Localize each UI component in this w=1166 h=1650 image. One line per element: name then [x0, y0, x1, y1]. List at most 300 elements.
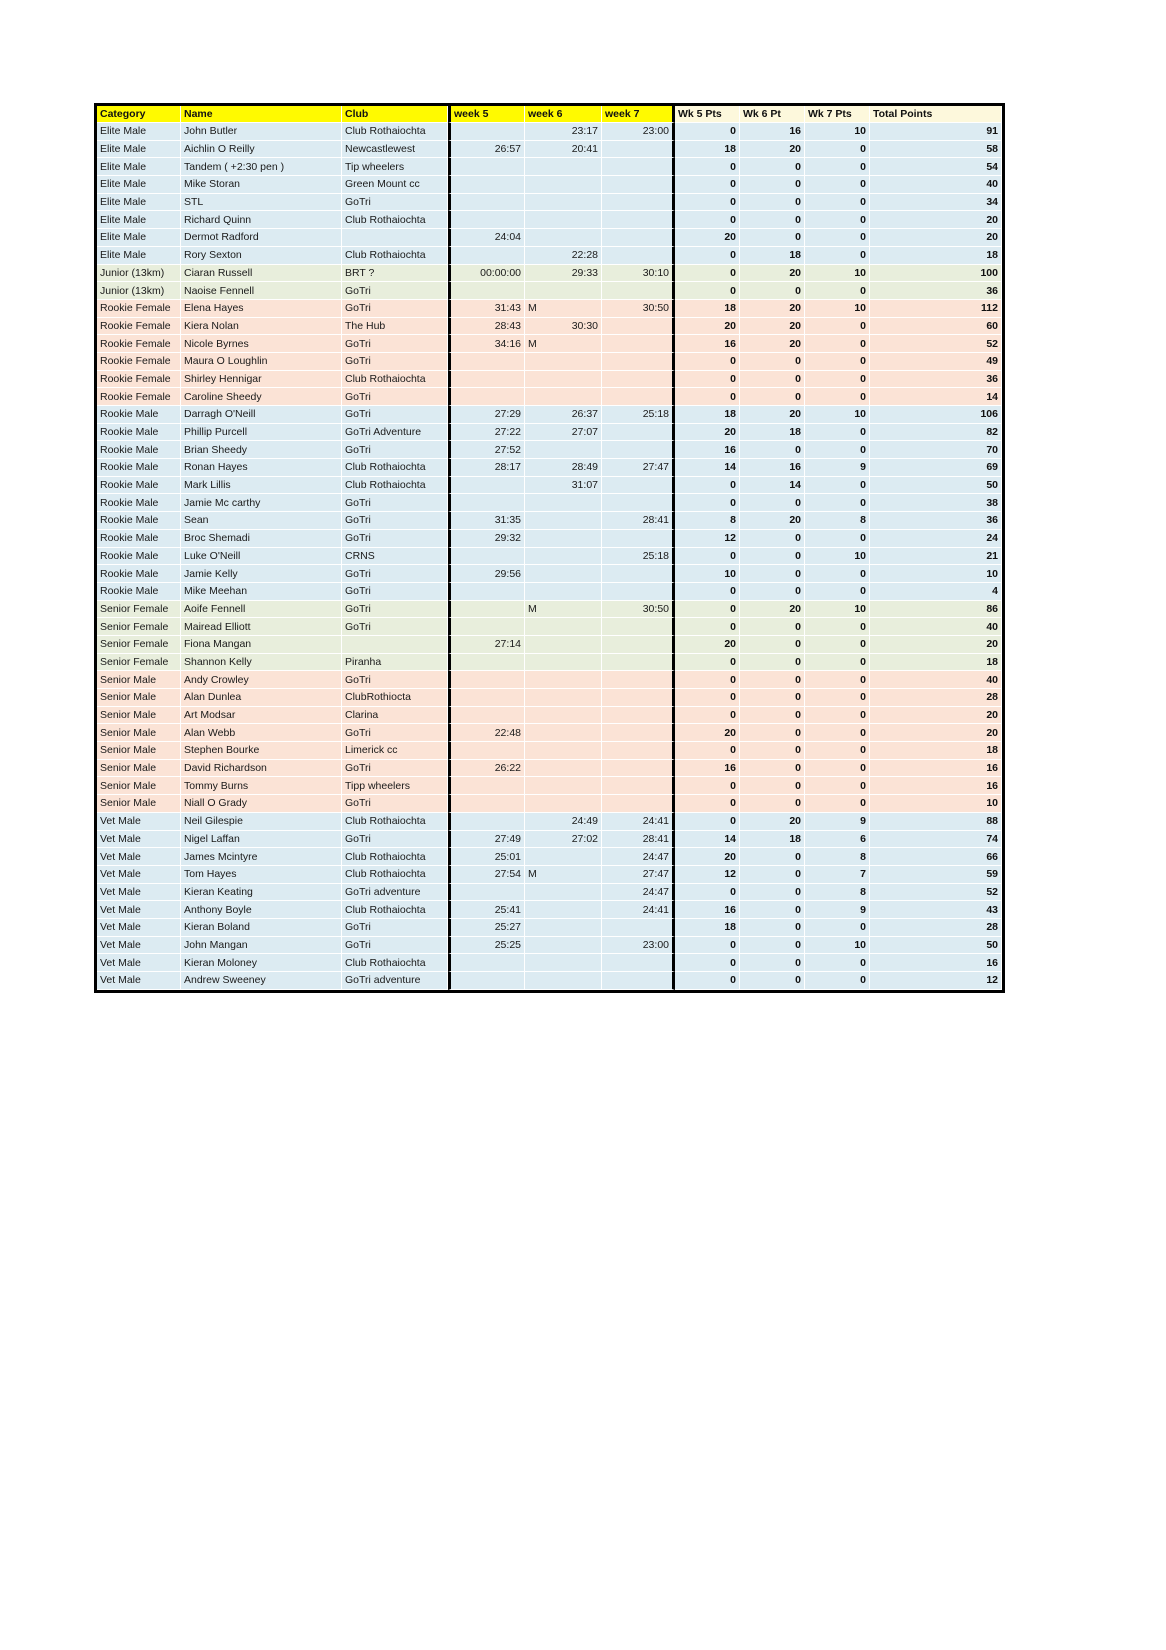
cell-wk5-pts: 0 [675, 618, 740, 636]
cell-club: GoTri [342, 937, 448, 955]
cell-week-6 [525, 937, 602, 955]
cell-wk7-pts: 10 [805, 265, 870, 283]
cell-week-7 [602, 194, 675, 212]
cell-wk7-pts: 9 [805, 459, 870, 477]
cell-total-points: 54 [870, 158, 1002, 176]
cell-week-5 [448, 689, 525, 707]
cell-week-6 [525, 194, 602, 212]
cell-week-6 [525, 335, 602, 353]
cell-total-points: 24 [870, 530, 1002, 548]
cell-total-points: 18 [870, 247, 1002, 265]
table-row [97, 424, 1002, 442]
cell-total-points: 106 [870, 406, 1002, 424]
cell-wk6-pts: 18 [740, 424, 805, 442]
cell-week-6 [525, 494, 602, 512]
cell-total-points: 20 [870, 724, 1002, 742]
cell-name: Tom Hayes [181, 866, 342, 884]
cell-week-6 [525, 300, 602, 318]
week-5-time: 34:16 [494, 337, 521, 350]
cell-name: Kiera Nolan [181, 318, 342, 336]
cell-wk6-pts: 20 [740, 141, 805, 159]
cell-week-7 [602, 371, 675, 389]
cell-week-7: 28:41 [602, 512, 675, 530]
week-5-time: 27:52 [494, 443, 521, 456]
cell-wk6-pts: 0 [740, 194, 805, 212]
table-row [97, 194, 1002, 212]
cell-week-5 [448, 548, 525, 566]
week-5-time: 25:25 [494, 938, 521, 951]
cell-week-6 [525, 530, 602, 548]
cell-wk5-pts: 18 [675, 300, 740, 318]
cell-week-5 [448, 724, 525, 742]
cell-wk6-pts: 0 [740, 937, 805, 955]
cell-name: Darragh O'Neill [181, 406, 342, 424]
cell-name: Nigel Laffan [181, 831, 342, 849]
results-sheet [94, 103, 1005, 993]
cell-week-7 [602, 954, 675, 972]
cell-week-5 [448, 831, 525, 849]
cell-week-5 [448, 565, 525, 583]
cell-week-7: 25:18 [602, 406, 675, 424]
cell-name: Caroline Sheedy [181, 388, 342, 406]
cell-wk5-pts: 20 [675, 636, 740, 654]
results-table [97, 106, 1002, 990]
cell-week-7 [602, 707, 675, 725]
cell-total-points: 34 [870, 194, 1002, 212]
cell-club: GoTri [342, 353, 448, 371]
cell-category: Elite Male [97, 229, 181, 247]
week-5-time: 24:04 [494, 231, 521, 244]
cell-wk6-pts: 0 [740, 282, 805, 300]
table-row [97, 459, 1002, 477]
cell-wk7-pts: 10 [805, 300, 870, 318]
cell-club: GoTri [342, 530, 448, 548]
week-5-time: 28:43 [494, 319, 521, 332]
cell-wk7-pts: 0 [805, 919, 870, 937]
cell-week-6 [525, 123, 602, 141]
cell-name: Elena Hayes [181, 300, 342, 318]
cell-name: Stephen Bourke [181, 742, 342, 760]
week-5-time: 26:57 [494, 143, 521, 156]
cell-wk5-pts: 20 [675, 724, 740, 742]
cell-category: Senior Female [97, 654, 181, 672]
cell-name: Aoife Fennell [181, 601, 342, 619]
cell-category: Vet Male [97, 937, 181, 955]
cell-name: Maura O Loughlin [181, 353, 342, 371]
cell-wk7-pts: 0 [805, 707, 870, 725]
cell-week-5 [448, 141, 525, 159]
cell-wk6-pts: 20 [740, 813, 805, 831]
table-row [97, 318, 1002, 336]
cell-week-6 [525, 777, 602, 795]
cell-name: Brian Sheedy [181, 441, 342, 459]
cell-category: Rookie Female [97, 300, 181, 318]
cell-wk7-pts: 0 [805, 335, 870, 353]
table-row [97, 671, 1002, 689]
cell-wk7-pts: 0 [805, 424, 870, 442]
cell-week-5 [448, 211, 525, 229]
cell-wk5-pts: 18 [675, 141, 740, 159]
cell-week-5 [448, 654, 525, 672]
cell-club: GoTri Adventure [342, 424, 448, 442]
cell-wk7-pts: 9 [805, 813, 870, 831]
week-5-time: 27:14 [494, 638, 521, 651]
cell-category: Vet Male [97, 954, 181, 972]
cell-club: Tip wheelers [342, 158, 448, 176]
cell-club: The Hub [342, 318, 448, 336]
cell-category: Rookie Male [97, 583, 181, 601]
cell-week-5 [448, 671, 525, 689]
cell-wk7-pts: 0 [805, 671, 870, 689]
cell-week-6 [525, 707, 602, 725]
cell-week-5 [448, 742, 525, 760]
cell-total-points: 40 [870, 671, 1002, 689]
cell-wk7-pts: 0 [805, 724, 870, 742]
cell-name: Anthony Boyle [181, 901, 342, 919]
week-5-time: 26:22 [494, 762, 521, 775]
week-5-time: 27:29 [494, 408, 521, 421]
cell-name: Fiona Mangan [181, 636, 342, 654]
cell-wk6-pts: 0 [740, 954, 805, 972]
cell-wk7-pts: 0 [805, 194, 870, 212]
cell-total-points: 74 [870, 831, 1002, 849]
cell-week-7 [602, 211, 675, 229]
cell-week-7 [602, 972, 675, 990]
cell-week-7 [602, 282, 675, 300]
cell-wk7-pts: 0 [805, 176, 870, 194]
cell-week-7 [602, 636, 675, 654]
cell-wk7-pts: 0 [805, 795, 870, 813]
week-5-marker: M [528, 868, 537, 881]
cell-week-5 [448, 477, 525, 495]
cell-wk6-pts: 0 [740, 742, 805, 760]
cell-week-5 [448, 937, 525, 955]
cell-club: GoTri [342, 795, 448, 813]
table-row [97, 494, 1002, 512]
cell-wk7-pts: 0 [805, 282, 870, 300]
table-row [97, 282, 1002, 300]
cell-wk6-pts: 20 [740, 300, 805, 318]
cell-week-6 [525, 265, 602, 283]
table-row [97, 141, 1002, 159]
header-week-5: week 5 [448, 106, 525, 123]
header-club: Club [342, 106, 448, 123]
cell-week-7: 30:50 [602, 601, 675, 619]
table-row [97, 565, 1002, 583]
cell-week-5 [448, 512, 525, 530]
cell-name: Tandem ( +2:30 pen ) [181, 158, 342, 176]
cell-name: Phillip Purcell [181, 424, 342, 442]
cell-wk7-pts: 0 [805, 318, 870, 336]
cell-name: Mark Lillis [181, 477, 342, 495]
cell-week-7: 27:47 [602, 459, 675, 477]
week-5-time: 27:49 [494, 832, 521, 845]
table-row [97, 548, 1002, 566]
cell-week-6 [525, 477, 602, 495]
cell-week-7 [602, 176, 675, 194]
cell-week-6 [525, 318, 602, 336]
cell-category: Rookie Male [97, 548, 181, 566]
cell-name: Rory Sexton [181, 247, 342, 265]
cell-wk7-pts: 9 [805, 901, 870, 919]
cell-name: Dermot Radford [181, 229, 342, 247]
cell-total-points: 18 [870, 742, 1002, 760]
table-row [97, 583, 1002, 601]
cell-wk6-pts: 0 [740, 972, 805, 990]
cell-week-7 [602, 654, 675, 672]
header-wk5-pts: Wk 5 Pts [675, 106, 740, 123]
cell-wk6-pts: 0 [740, 353, 805, 371]
week-5-marker: M [528, 602, 537, 615]
cell-week-5 [448, 795, 525, 813]
cell-wk5-pts: 0 [675, 671, 740, 689]
cell-name: Shannon Kelly [181, 654, 342, 672]
cell-wk6-pts: 18 [740, 247, 805, 265]
cell-week-6 [525, 654, 602, 672]
cell-week-7: 28:41 [602, 831, 675, 849]
cell-total-points: 60 [870, 318, 1002, 336]
cell-club: Piranha [342, 654, 448, 672]
table-row [97, 654, 1002, 672]
cell-wk7-pts: 0 [805, 954, 870, 972]
cell-wk6-pts: 14 [740, 477, 805, 495]
cell-week-7 [602, 318, 675, 336]
cell-name: Shirley Hennigar [181, 371, 342, 389]
cell-week-7 [602, 583, 675, 601]
cell-wk6-pts: 0 [740, 654, 805, 672]
cell-total-points: 50 [870, 937, 1002, 955]
cell-wk7-pts: 10 [805, 548, 870, 566]
cell-club: ClubRothiocta [342, 689, 448, 707]
cell-club: GoTri [342, 406, 448, 424]
cell-week-5 [448, 265, 525, 283]
header-row [97, 106, 1002, 123]
cell-wk5-pts: 18 [675, 919, 740, 937]
cell-week-5 [448, 866, 525, 884]
cell-week-7: 24:47 [602, 848, 675, 866]
cell-wk6-pts: 20 [740, 406, 805, 424]
table-row [97, 123, 1002, 141]
week-5-time: 28:17 [494, 461, 521, 474]
week-5-time: 29:32 [494, 532, 521, 545]
cell-week-6 [525, 813, 602, 831]
cell-wk5-pts: 0 [675, 548, 740, 566]
cell-total-points: 21 [870, 548, 1002, 566]
cell-wk5-pts: 0 [675, 494, 740, 512]
cell-wk5-pts: 18 [675, 406, 740, 424]
cell-week-7 [602, 441, 675, 459]
cell-wk5-pts: 0 [675, 371, 740, 389]
cell-name: Andy Crowley [181, 671, 342, 689]
cell-week-7 [602, 158, 675, 176]
cell-wk7-pts: 10 [805, 937, 870, 955]
table-row [97, 742, 1002, 760]
cell-total-points: 88 [870, 813, 1002, 831]
cell-wk5-pts: 0 [675, 689, 740, 707]
cell-name: Mairead Elliott [181, 618, 342, 636]
cell-name: Alan Webb [181, 724, 342, 742]
cell-wk7-pts: 0 [805, 777, 870, 795]
week-5-time: 31:43 [494, 302, 521, 315]
cell-week-5 [448, 123, 525, 141]
table-row [97, 972, 1002, 990]
cell-week-7: 25:18 [602, 548, 675, 566]
table-row [97, 901, 1002, 919]
cell-category: Vet Male [97, 884, 181, 902]
cell-total-points: 43 [870, 901, 1002, 919]
cell-week-6 [525, 795, 602, 813]
cell-week-7 [602, 424, 675, 442]
cell-category: Elite Male [97, 247, 181, 265]
table-row [97, 760, 1002, 778]
cell-club: GoTri adventure [342, 884, 448, 902]
cell-name: Naoise Fennell [181, 282, 342, 300]
table-row [97, 477, 1002, 495]
cell-total-points: 86 [870, 601, 1002, 619]
cell-wk6-pts: 0 [740, 777, 805, 795]
cell-club: GoTri [342, 919, 448, 937]
cell-week-6 [525, 211, 602, 229]
cell-club: Club Rothaiochta [342, 866, 448, 884]
cell-wk5-pts: 0 [675, 654, 740, 672]
cell-name: Art Modsar [181, 707, 342, 725]
cell-week-7 [602, 335, 675, 353]
cell-name: Luke O'Neill [181, 548, 342, 566]
cell-category: Senior Male [97, 742, 181, 760]
cell-week-5 [448, 388, 525, 406]
header-category: Category [97, 106, 181, 123]
cell-week-6 [525, 689, 602, 707]
cell-week-7 [602, 618, 675, 636]
week-6-time: 31:07 [571, 479, 598, 492]
cell-wk7-pts: 0 [805, 158, 870, 176]
cell-week-6 [525, 760, 602, 778]
week-6-time: 30:30 [571, 319, 598, 332]
cell-wk6-pts: 0 [740, 211, 805, 229]
cell-wk5-pts: 16 [675, 441, 740, 459]
cell-week-5 [448, 229, 525, 247]
cell-week-6 [525, 742, 602, 760]
cell-week-6 [525, 724, 602, 742]
cell-wk6-pts: 20 [740, 265, 805, 283]
cell-club: Club Rothaiochta [342, 247, 448, 265]
cell-total-points: 16 [870, 760, 1002, 778]
cell-week-7 [602, 919, 675, 937]
cell-wk7-pts: 0 [805, 565, 870, 583]
cell-category: Elite Male [97, 158, 181, 176]
week-6-time: 23:17 [571, 125, 598, 138]
cell-name: Niall O Grady [181, 795, 342, 813]
cell-total-points: 70 [870, 441, 1002, 459]
cell-name: James Mcintyre [181, 848, 342, 866]
cell-total-points: 49 [870, 353, 1002, 371]
week-6-time: 27:07 [571, 426, 598, 439]
cell-wk7-pts: 0 [805, 583, 870, 601]
cell-club: GoTri [342, 601, 448, 619]
cell-club: Club Rothaiochta [342, 459, 448, 477]
cell-wk6-pts: 0 [740, 671, 805, 689]
cell-category: Rookie Male [97, 477, 181, 495]
cell-total-points: 58 [870, 141, 1002, 159]
cell-name: John Mangan [181, 937, 342, 955]
results-body [97, 123, 1002, 990]
week-6-time: 27:02 [571, 832, 598, 845]
cell-week-6 [525, 866, 602, 884]
cell-week-5 [448, 848, 525, 866]
cell-week-6 [525, 247, 602, 265]
cell-wk7-pts: 0 [805, 211, 870, 229]
cell-wk7-pts: 6 [805, 831, 870, 849]
cell-week-6 [525, 919, 602, 937]
cell-category: Vet Male [97, 848, 181, 866]
cell-club: Green Mount cc [342, 176, 448, 194]
cell-club: BRT ? [342, 265, 448, 283]
cell-name: Ciaran Russell [181, 265, 342, 283]
cell-wk5-pts: 0 [675, 477, 740, 495]
cell-wk7-pts: 0 [805, 229, 870, 247]
cell-wk5-pts: 12 [675, 530, 740, 548]
week-5-time: 25:01 [494, 850, 521, 863]
cell-total-points: 40 [870, 618, 1002, 636]
cell-wk6-pts: 0 [740, 795, 805, 813]
cell-total-points: 69 [870, 459, 1002, 477]
table-row [97, 601, 1002, 619]
cell-club: GoTri [342, 724, 448, 742]
cell-wk5-pts: 0 [675, 601, 740, 619]
table-row [97, 530, 1002, 548]
cell-club: GoTri [342, 335, 448, 353]
cell-category: Rookie Female [97, 388, 181, 406]
cell-week-6 [525, 884, 602, 902]
cell-week-5 [448, 371, 525, 389]
cell-wk6-pts: 20 [740, 318, 805, 336]
cell-wk5-pts: 0 [675, 954, 740, 972]
table-row [97, 689, 1002, 707]
cell-wk5-pts: 0 [675, 813, 740, 831]
cell-wk7-pts: 8 [805, 884, 870, 902]
cell-total-points: 20 [870, 707, 1002, 725]
cell-total-points: 36 [870, 371, 1002, 389]
table-row [97, 158, 1002, 176]
cell-club: Tipp wheelers [342, 777, 448, 795]
table-row [97, 388, 1002, 406]
cell-category: Vet Male [97, 831, 181, 849]
cell-week-7 [602, 742, 675, 760]
cell-total-points: 91 [870, 123, 1002, 141]
cell-category: Rookie Male [97, 494, 181, 512]
table-row [97, 247, 1002, 265]
cell-wk7-pts: 0 [805, 636, 870, 654]
cell-category: Vet Male [97, 972, 181, 990]
cell-wk6-pts: 0 [740, 636, 805, 654]
cell-week-5 [448, 777, 525, 795]
cell-week-5 [448, 494, 525, 512]
table-row [97, 335, 1002, 353]
cell-week-6 [525, 583, 602, 601]
cell-club: GoTri [342, 494, 448, 512]
cell-wk7-pts: 0 [805, 353, 870, 371]
cell-wk5-pts: 0 [675, 247, 740, 265]
cell-club: GoTri [342, 618, 448, 636]
cell-wk5-pts: 0 [675, 795, 740, 813]
cell-week-5 [448, 901, 525, 919]
cell-wk6-pts: 0 [740, 441, 805, 459]
cell-wk7-pts: 0 [805, 247, 870, 265]
cell-wk7-pts: 0 [805, 689, 870, 707]
cell-name: Mike Meehan [181, 583, 342, 601]
cell-wk5-pts: 0 [675, 884, 740, 902]
cell-name: Mike Storan [181, 176, 342, 194]
